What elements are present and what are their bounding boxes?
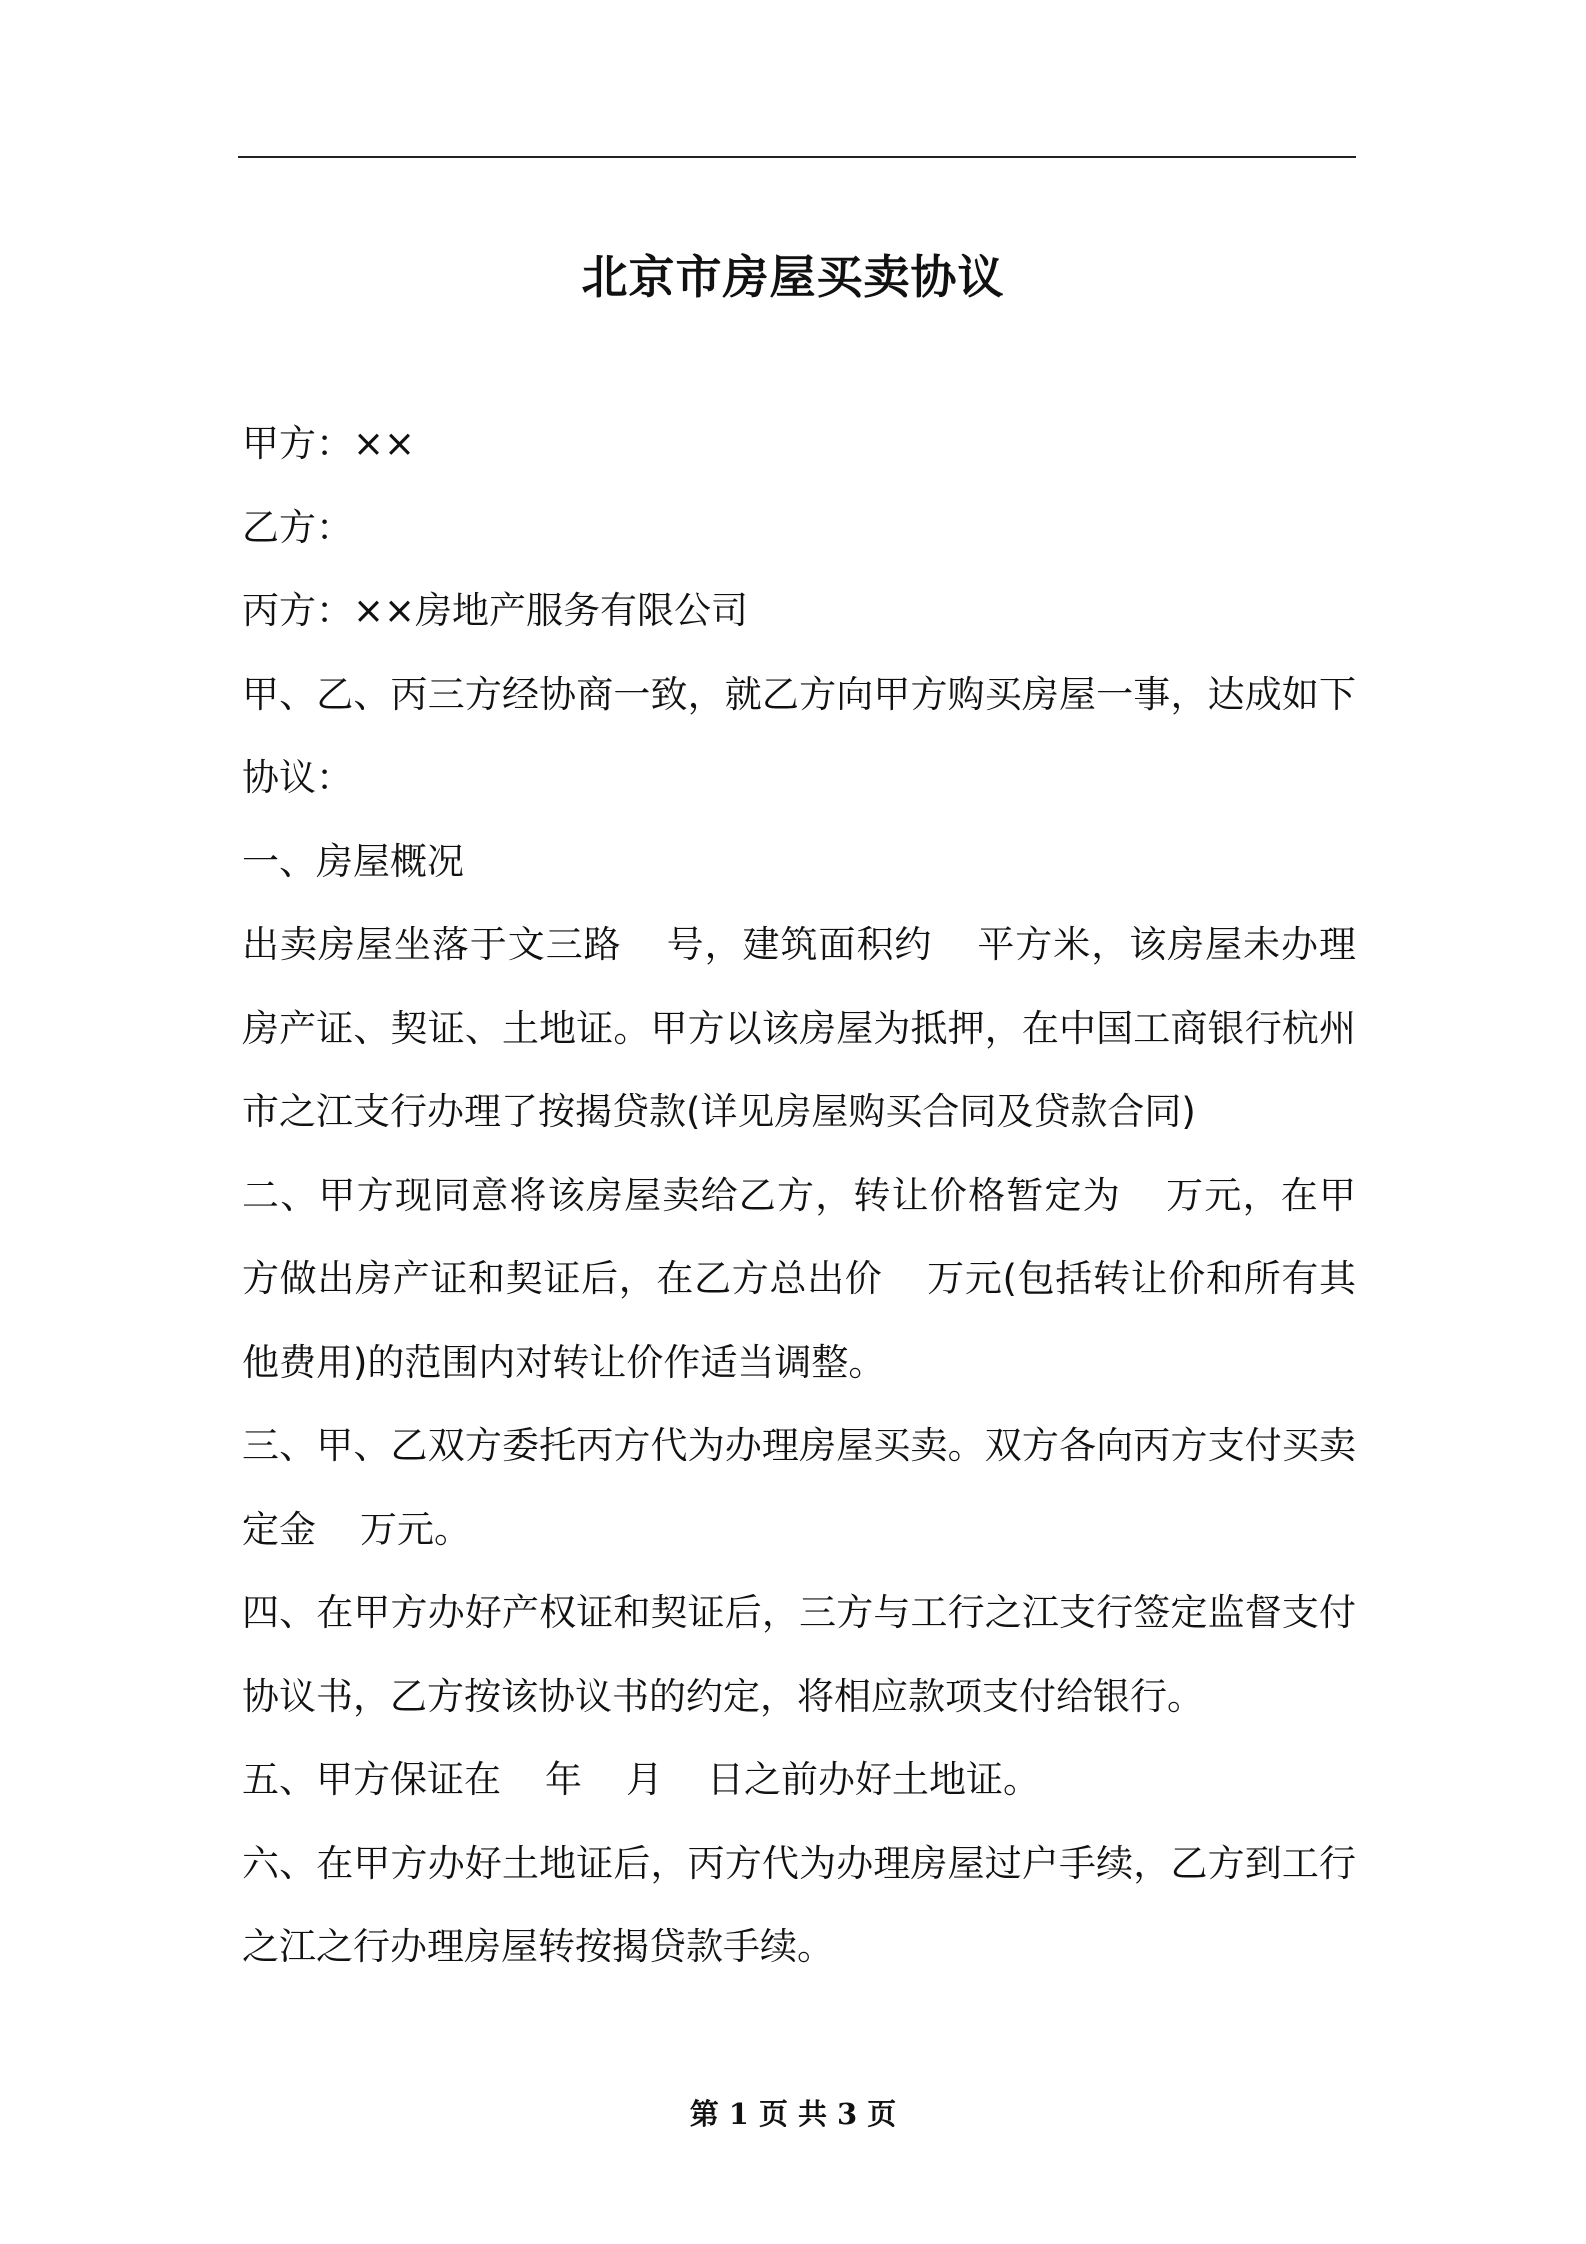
section-3-text-1: 三、甲、乙双方委托丙方代为办理房屋买卖。双方各向丙方支付买卖定金	[242, 1424, 1356, 1551]
section-5-text-2: 年	[545, 1758, 582, 1801]
section-3-paragraph	[242, 1404, 1356, 1571]
section-1-text-2: 号，建筑面积约	[665, 923, 933, 966]
section-1-heading: 一、房屋概况	[242, 839, 464, 883]
section-5-text-3: 月	[626, 1758, 663, 1801]
party-b-line: 乙方：	[242, 505, 353, 549]
total-pages-number: 3	[837, 2097, 858, 2131]
intro-paragraph: 甲、乙、丙三方经协商一致，就乙方向甲方购买房屋一事，达成如下协议：	[242, 672, 1356, 799]
document-body	[242, 402, 1356, 1989]
section-1-text-1: 出卖房屋坐落于文三路	[242, 923, 622, 966]
page-footer	[0, 2094, 1586, 2134]
section-5-text-4: 日之前办好土地证。	[707, 1758, 1040, 1801]
section-1-paragraph	[242, 903, 1356, 1154]
section-4-paragraph: 四、在甲方办好产权证和契证后，三方与工行之江支行签定监督支付协议书，乙方按该协议书的约定，将相应款项支付给银行。	[242, 1591, 1356, 1718]
current-page-number: 1	[728, 2097, 749, 2131]
party-a-line: 甲方：××	[242, 422, 416, 465]
section-1-text-3: 平方米，该房屋未办理房产证、契证、土地证。甲方以该房屋为抵押，在中国工商银行杭州市之江支行办理了按揭贷款(详见房屋购买合同及贷款合同)	[242, 923, 1357, 1133]
section-3-text-2: 万元。	[360, 1507, 471, 1551]
section-2-text-3: 万元(包括转让价和所有其他费用)的范围内对转让价作适当调整。	[242, 1257, 1356, 1384]
footer-prefix: 第	[689, 2097, 719, 2131]
footer-middle: 页 共	[758, 2097, 828, 2131]
document-title: 北京市房屋买卖协议	[581, 249, 1005, 304]
header-rule	[238, 156, 1356, 158]
section-5-paragraph	[242, 1738, 1356, 1822]
section-2-paragraph	[242, 1154, 1356, 1405]
section-2-text-1: 二、甲方现同意将该房屋卖给乙方，转让价格暂定为	[242, 1173, 1121, 1217]
section-6-paragraph: 六、在甲方办好土地证后，丙方代为办理房屋过户手续，乙方到工行之江之行办理房屋转按揭贷款手续。	[242, 1841, 1356, 1968]
section-2-text-2: 万元，在甲方做出房产证和契证后，在乙方总出价	[242, 1173, 1357, 1300]
party-c-line: 丙方：××房地产服务有限公司	[242, 589, 749, 632]
footer-suffix: 页	[867, 2097, 897, 2131]
section-5-text-1: 五、甲方保证在	[242, 1758, 501, 1801]
